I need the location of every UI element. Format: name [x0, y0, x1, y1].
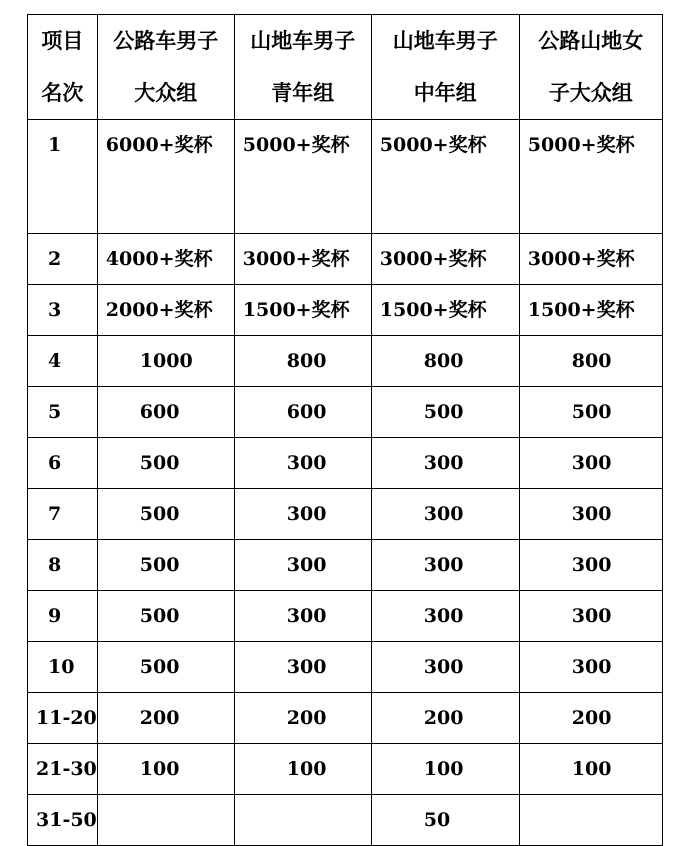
prize-cell: 600	[97, 387, 234, 438]
prize-cell: 500	[97, 591, 234, 642]
prize-cell: 300	[519, 489, 662, 540]
rank-cell: 6	[28, 438, 98, 489]
header-text: 子大众组	[548, 81, 633, 105]
table-row	[28, 591, 663, 642]
prize-cell: 300	[519, 642, 662, 693]
prize-cell: 300	[519, 591, 662, 642]
rank-cell: 21-30	[28, 744, 98, 795]
prize-cell: 1500+奖杯	[234, 285, 371, 336]
table-row	[28, 642, 663, 693]
table-row	[28, 693, 663, 744]
prize-cell	[234, 795, 371, 846]
table-row	[28, 285, 663, 336]
prize-cell: 300	[371, 489, 519, 540]
prize-cell: 500	[97, 438, 234, 489]
prize-cell: 300	[371, 591, 519, 642]
header-text: 公路山地女	[538, 29, 644, 53]
rank-cell: 9	[28, 591, 98, 642]
header-text: 大众组	[134, 81, 198, 105]
table-row	[28, 120, 663, 234]
rank-cell: 2	[28, 234, 98, 285]
prize-cell: 6000+奖杯	[97, 120, 234, 234]
prize-cell: 500	[519, 387, 662, 438]
table-row	[28, 234, 663, 285]
prize-cell: 800	[371, 336, 519, 387]
table-row	[28, 336, 663, 387]
prize-cell: 600	[234, 387, 371, 438]
prize-cell: 2000+奖杯	[97, 285, 234, 336]
rank-cell: 31-50	[28, 795, 98, 846]
header-text: 青年组	[271, 81, 335, 105]
prize-cell: 300	[234, 591, 371, 642]
prize-cell: 3000+奖杯	[234, 234, 371, 285]
prize-cell: 3000+奖杯	[519, 234, 662, 285]
prize-cell: 200	[97, 693, 234, 744]
prize-cell: 50	[371, 795, 519, 846]
header-text: 山地车男子	[392, 29, 498, 53]
prize-cell: 800	[234, 336, 371, 387]
prize-cell: 500	[371, 387, 519, 438]
prize-cell: 300	[519, 438, 662, 489]
prize-cell: 300	[234, 489, 371, 540]
rank-cell: 5	[28, 387, 98, 438]
prize-cell: 1000	[97, 336, 234, 387]
table-row	[28, 387, 663, 438]
prize-cell: 100	[234, 744, 371, 795]
prize-cell: 100	[519, 744, 662, 795]
rank-cell: 7	[28, 489, 98, 540]
header-text: 中年组	[413, 81, 477, 105]
prize-cell: 500	[97, 642, 234, 693]
prize-cell: 4000+奖杯	[97, 234, 234, 285]
prize-cell: 300	[234, 642, 371, 693]
rank-cell: 4	[28, 336, 98, 387]
prize-cell: 300	[371, 642, 519, 693]
header-text: 项目	[41, 29, 84, 53]
header-cell-item-rank	[28, 15, 98, 120]
rank-cell: 11-20	[28, 693, 98, 744]
prize-cell: 5000+奖杯	[519, 120, 662, 234]
prize-cell: 5000+奖杯	[234, 120, 371, 234]
table-row	[28, 489, 663, 540]
prize-cell: 100	[371, 744, 519, 795]
rank-cell: 3	[28, 285, 98, 336]
prize-cell: 3000+奖杯	[371, 234, 519, 285]
prize-cell: 200	[519, 693, 662, 744]
table-row	[28, 438, 663, 489]
prize-cell: 300	[371, 438, 519, 489]
header-cell-road-men-public	[97, 15, 234, 120]
prize-cell: 300	[234, 540, 371, 591]
prize-cell: 1500+奖杯	[519, 285, 662, 336]
header-cell-road-mtb-women-public	[519, 15, 662, 120]
prize-cell: 500	[97, 489, 234, 540]
header-cell-mtb-men-middle-age	[371, 15, 519, 120]
header-row	[28, 15, 663, 120]
prize-cell: 800	[519, 336, 662, 387]
header-cell-mtb-men-youth	[234, 15, 371, 120]
prize-cell: 1500+奖杯	[371, 285, 519, 336]
prize-cell: 100	[97, 744, 234, 795]
prize-cell	[97, 795, 234, 846]
prize-cell: 500	[97, 540, 234, 591]
prize-cell: 300	[234, 438, 371, 489]
prize-cell	[519, 795, 662, 846]
prize-cell: 200	[371, 693, 519, 744]
prize-cell: 5000+奖杯	[371, 120, 519, 234]
prize-cell: 300	[371, 540, 519, 591]
table-row	[28, 744, 663, 795]
header-text: 山地车男子	[250, 29, 356, 53]
table-row	[28, 540, 663, 591]
prize-cell: 300	[519, 540, 662, 591]
rank-cell: 10	[28, 642, 98, 693]
prize-cell: 200	[234, 693, 371, 744]
prize-table	[27, 14, 663, 846]
header-text: 公路车男子	[113, 29, 219, 53]
rank-cell: 1	[28, 120, 98, 234]
header-text: 名次	[41, 81, 84, 105]
rank-cell: 8	[28, 540, 98, 591]
table-row	[28, 795, 663, 846]
